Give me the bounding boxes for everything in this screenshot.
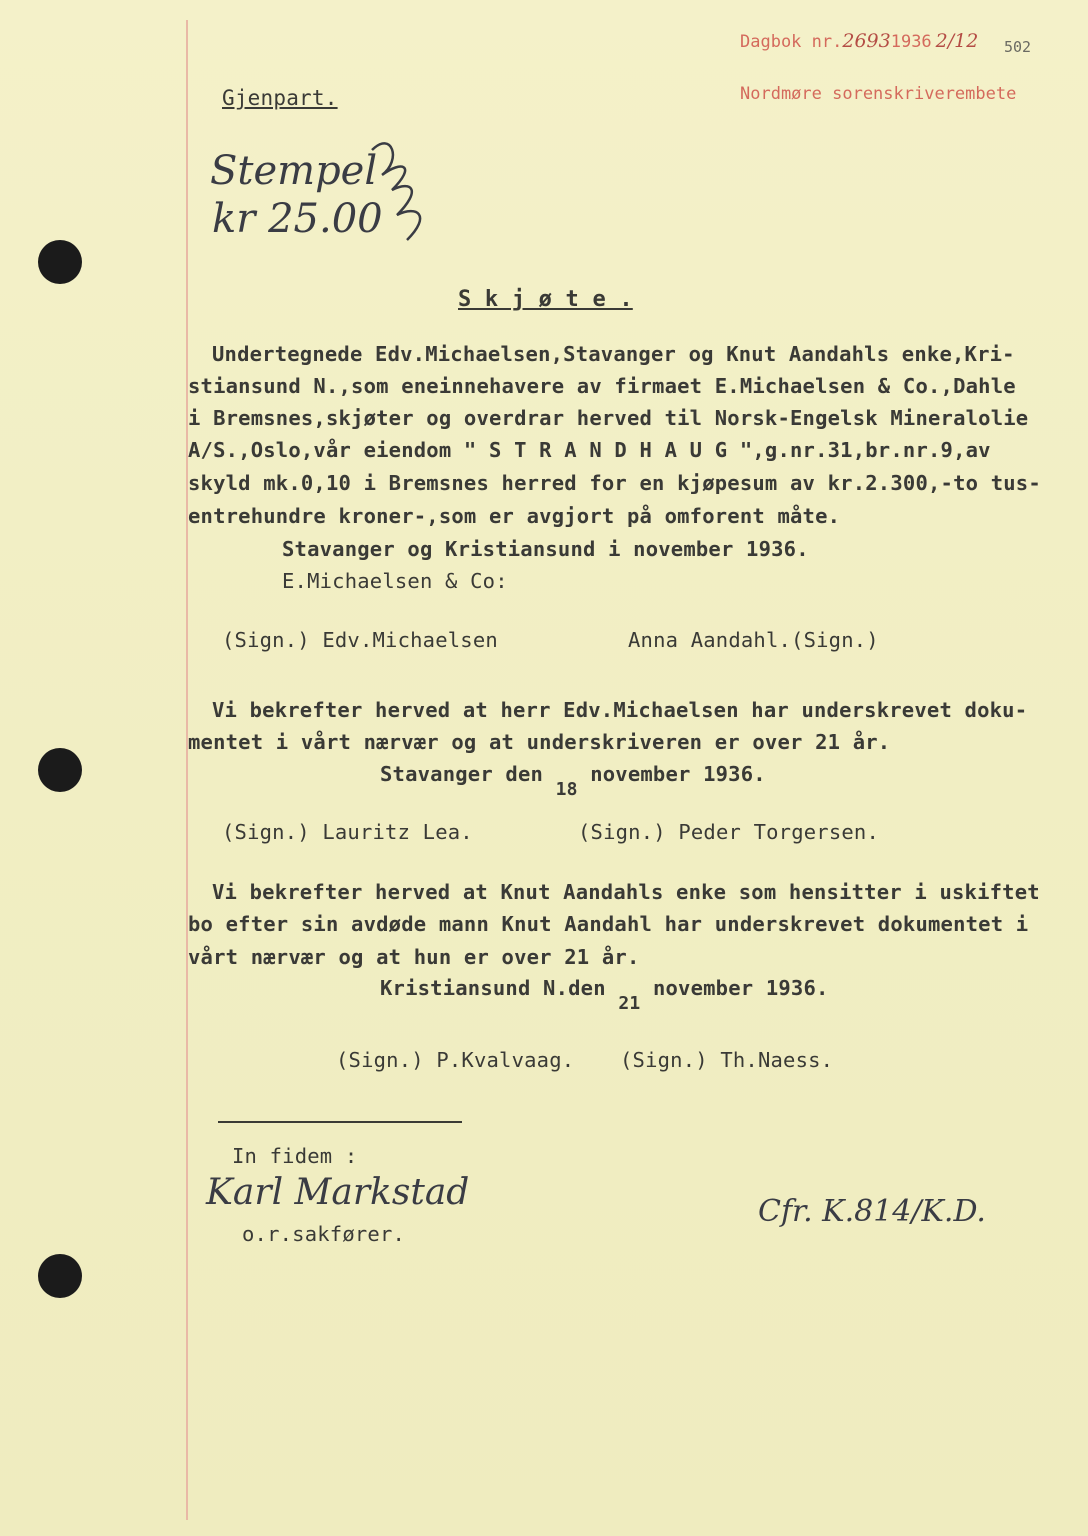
witness1-line: Vi bekrefter herved at herr Edv.Michaelsen har underskrevet doku- (212, 698, 1028, 722)
body-line: Undertegnede Edv.Michaelsen,Stavanger og Knut Aandahls enke,Kri- (212, 342, 1015, 366)
witness1-place: Stavanger den (380, 762, 544, 786)
witness2-place-date (380, 976, 829, 1014)
body-line: i Bremsnes,skjøter og overdrar herved til Norsk-Engelsk Mineralolie (188, 406, 1029, 430)
witness2-place: Kristiansund N.den (380, 976, 606, 1000)
margin-rule (186, 20, 188, 1520)
signature-right: Anna Aandahl.(Sign.) (628, 628, 879, 652)
witness2-line: vårt nærvær og at hun er over 21 år. (188, 945, 640, 969)
page-number: 502 (1004, 38, 1032, 56)
witness1-line: mentet i vårt nærvær og at underskriveren er over 21 år. (188, 730, 891, 754)
attorney-title: o.r.sakfører. (242, 1222, 406, 1246)
stamp-prefix: Dagbok nr. (740, 32, 843, 52)
body-line: A/S.,Oslo,vår eiendom " S T R A N D H A U G ",g.nr.31,br.nr.9,av (188, 438, 991, 462)
stamp-year: 1936 (890, 32, 932, 52)
witness2-month-year: november 1936. (652, 976, 829, 1000)
signature-left: (Sign.) Edv.Michaelsen (222, 628, 498, 652)
witness2-line: bo efter sin avdøde mann Knut Aandahl har underskrevet dokumentet i (188, 912, 1029, 936)
witness2-day: 21 (618, 993, 641, 1014)
margin-note: Cfr. K.814/K.D. (758, 1194, 986, 1229)
witness2-sign-left: (Sign.) P.Kvalvaag. (336, 1048, 575, 1072)
body-line: entrehundre kroner-,som er avgjort på omforent måte. (188, 504, 841, 528)
body-line: skyld mk.0,10 i Bremsnes herred for en kjøpesum av kr.2.300,-to tus- (188, 471, 1041, 495)
company-name: E.Michaelsen & Co: (282, 569, 508, 593)
witness1-month-year: november 1936. (590, 762, 766, 786)
punch-hole-middle (38, 748, 82, 792)
witness2-line: Vi bekrefter herved at Knut Aandahls enke som hensitter i uskiftet (212, 880, 1040, 904)
place-date: Stavanger og Kristiansund i november 1936. (282, 537, 809, 561)
document-title: S k j ø t e . (458, 287, 633, 312)
witness1-sign-left: (Sign.) Lauritz Lea. (222, 820, 473, 844)
handwritten-flourish-icon (362, 120, 442, 250)
witness1-sign-right: (Sign.) Peder Torgersen. (578, 820, 880, 844)
punch-hole-top (38, 240, 82, 284)
punch-hole-bottom (38, 1254, 82, 1298)
stamp-number: 2693 (842, 30, 891, 52)
registry-stamp-line1 (740, 30, 978, 52)
body-line: stiansund N.,som eneinnehavere av firmaet E.Michaelsen & Co.,Dahle (188, 374, 1016, 398)
stamp-date: 2/12 (935, 30, 979, 52)
witness2-sign-right: (Sign.) Th.Naess. (620, 1048, 834, 1072)
handwritten-stamp-line2: kr 25.00 (212, 196, 383, 242)
attorney-signature: Karl Markstad (206, 1172, 470, 1213)
registry-stamp-line2: Nordmøre sorenskriverembete (740, 84, 1017, 104)
handwritten-stamp-line1: Stempel (210, 148, 378, 194)
in-fidem-label: In fidem : (232, 1144, 358, 1168)
copy-label: Gjenpart. (222, 86, 338, 110)
witness1-place-date (380, 762, 766, 800)
divider-rule (218, 1121, 462, 1123)
witness1-day: 18 (555, 779, 578, 800)
